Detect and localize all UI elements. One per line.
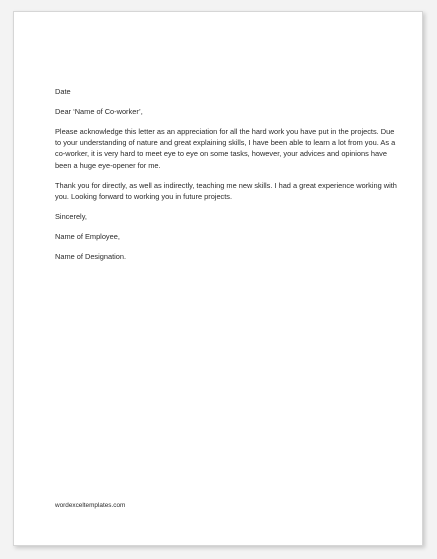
document-page — [13, 11, 423, 546]
footer-website: wordexceltemplates.com — [55, 502, 126, 509]
letter-employee-name: Name of Employee, — [55, 231, 120, 241]
letter-date: Date — [55, 87, 71, 96]
letter-paragraph-1: Please acknowledge this letter as an appreciation for all the hard work you have put in the projects. Due to your understanding of nature and great explaining skills, I have been able to learn a lot from you. As a co-worker, it is very hard to meet eye to eye on some tasks, however, your advices and opinions have been a huge eye-opener for me. — [55, 127, 396, 170]
letter-closing: Sincerely, — [55, 211, 87, 221]
letter-paragraph-2: Thank you for directly, as well as indirectly, teaching me new skills. I had a great experience working with you. Looking forward to working you in future projects. — [55, 180, 397, 201]
letter-salutation: Dear ‘Name of Co-worker’, — [55, 107, 143, 116]
letter-designation: Name of Designation. — [55, 251, 127, 261]
letter-body — [55, 86, 400, 271]
